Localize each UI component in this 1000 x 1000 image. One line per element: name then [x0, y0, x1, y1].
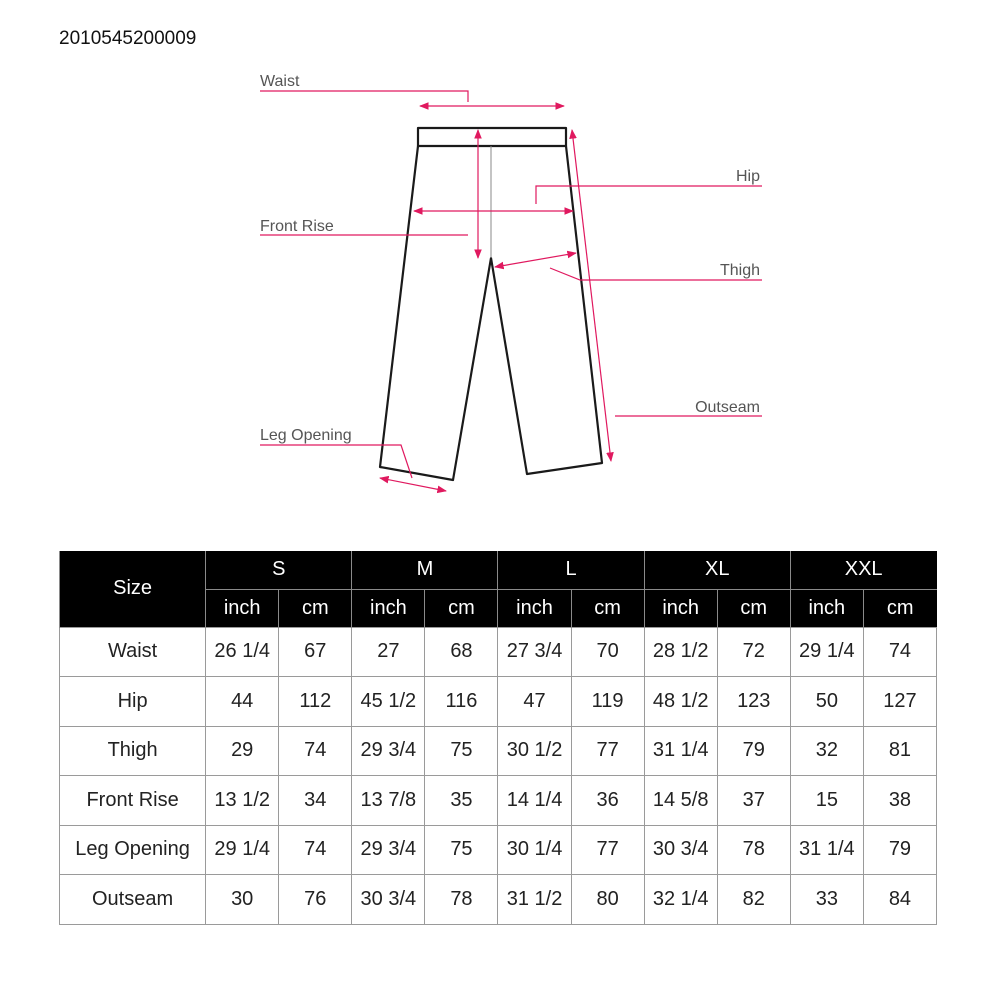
- table-cell: 80: [571, 875, 644, 925]
- table-cell: 45 1/2: [352, 677, 425, 727]
- waist-leader: [260, 91, 468, 102]
- size-header-xl: XL: [644, 551, 790, 589]
- table-cell: 34: [279, 776, 352, 826]
- table-cell: 77: [571, 825, 644, 875]
- table-cell: 44: [206, 677, 279, 727]
- table-cell: 30 3/4: [352, 875, 425, 925]
- unit-cm-header: cm: [279, 589, 352, 627]
- table-cell: 75: [425, 825, 498, 875]
- row-label: Waist: [60, 627, 206, 677]
- table-cell: 32: [790, 726, 863, 776]
- unit-cm-header: cm: [717, 589, 790, 627]
- size-chart-table: [59, 551, 937, 925]
- unit-inch-header: inch: [790, 589, 863, 627]
- hip-label: Hip: [735, 168, 760, 185]
- table-row: [60, 677, 937, 727]
- size-header-xxl: XXL: [790, 551, 936, 589]
- table-cell: 47: [498, 677, 571, 727]
- table-cell: 75: [425, 726, 498, 776]
- table-cell: 74: [279, 726, 352, 776]
- size-header-l: L: [498, 551, 644, 589]
- table-cell: 79: [863, 825, 936, 875]
- size-header-m: M: [352, 551, 498, 589]
- table-cell: 74: [863, 627, 936, 677]
- table-cell: 29 3/4: [352, 726, 425, 776]
- table-cell: 112: [279, 677, 352, 727]
- table-cell: 72: [717, 627, 790, 677]
- table-cell: 14 5/8: [644, 776, 717, 826]
- table-cell: 38: [863, 776, 936, 826]
- table-cell: 84: [863, 875, 936, 925]
- row-label: Hip: [60, 677, 206, 727]
- table-cell: 30 1/4: [498, 825, 571, 875]
- outseam-arrow: [572, 130, 611, 461]
- table-cell: 79: [717, 726, 790, 776]
- unit-inch-header: inch: [352, 589, 425, 627]
- table-cell: 26 1/4: [206, 627, 279, 677]
- row-label: Outseam: [60, 875, 206, 925]
- unit-cm-header: cm: [571, 589, 644, 627]
- table-cell: 36: [571, 776, 644, 826]
- leg-opening-leader: [260, 445, 412, 478]
- table-cell: 119: [571, 677, 644, 727]
- table-cell: 35: [425, 776, 498, 826]
- table-cell: 30: [206, 875, 279, 925]
- table-cell: 14 1/4: [498, 776, 571, 826]
- table-cell: 37: [717, 776, 790, 826]
- table-cell: 77: [571, 726, 644, 776]
- table-cell: 82: [717, 875, 790, 925]
- unit-inch-header: inch: [206, 589, 279, 627]
- table-row: [60, 726, 937, 776]
- table-cell: 68: [425, 627, 498, 677]
- row-label: Thigh: [60, 726, 206, 776]
- waistband: [418, 128, 566, 146]
- size-column-header: Size: [60, 551, 206, 627]
- size-table-body: [60, 627, 937, 924]
- front-rise-label: Front Rise: [260, 218, 334, 235]
- table-cell: 13 1/2: [206, 776, 279, 826]
- table-cell: 123: [717, 677, 790, 727]
- size-header-s: S: [206, 551, 352, 589]
- table-cell: 30 3/4: [644, 825, 717, 875]
- waist-label: Waist: [260, 73, 300, 90]
- leg-opening-label: Leg Opening: [260, 427, 352, 444]
- table-cell: 50: [790, 677, 863, 727]
- table-cell: 29: [206, 726, 279, 776]
- table-cell: 78: [717, 825, 790, 875]
- outseam-label: Outseam: [695, 399, 760, 416]
- row-label: Front Rise: [60, 776, 206, 826]
- product-code: 2010545200009: [59, 28, 197, 49]
- thigh-label: Thigh: [719, 262, 760, 279]
- unit-inch-header: inch: [644, 589, 717, 627]
- table-cell: 31 1/4: [790, 825, 863, 875]
- table-cell: 76: [279, 875, 352, 925]
- table-cell: 67: [279, 627, 352, 677]
- thigh-arrow: [495, 253, 576, 267]
- table-cell: 74: [279, 825, 352, 875]
- table-cell: 15: [790, 776, 863, 826]
- unit-inch-header: inch: [498, 589, 571, 627]
- table-cell: 81: [863, 726, 936, 776]
- table-row: [60, 825, 937, 875]
- table-cell: 32 1/4: [644, 875, 717, 925]
- table-cell: 78: [425, 875, 498, 925]
- unit-cm-header: cm: [425, 589, 498, 627]
- table-cell: 29 1/4: [206, 825, 279, 875]
- table-cell: 27: [352, 627, 425, 677]
- table-cell: 29 1/4: [790, 627, 863, 677]
- table-row: [60, 875, 937, 925]
- table-cell: 116: [425, 677, 498, 727]
- table-cell: 33: [790, 875, 863, 925]
- table-cell: 31 1/2: [498, 875, 571, 925]
- table-cell: 30 1/2: [498, 726, 571, 776]
- table-cell: 27 3/4: [498, 627, 571, 677]
- table-cell: 70: [571, 627, 644, 677]
- leg-opening-arrow: [380, 478, 446, 491]
- table-cell: 28 1/2: [644, 627, 717, 677]
- table-cell: 31 1/4: [644, 726, 717, 776]
- table-row: [60, 627, 937, 677]
- table-cell: 13 7/8: [352, 776, 425, 826]
- size-table-header: [60, 551, 937, 627]
- table-cell: 127: [863, 677, 936, 727]
- table-cell: 48 1/2: [644, 677, 717, 727]
- row-label: Leg Opening: [60, 825, 206, 875]
- unit-cm-header: cm: [863, 589, 936, 627]
- table-row: [60, 776, 937, 826]
- table-cell: 29 3/4: [352, 825, 425, 875]
